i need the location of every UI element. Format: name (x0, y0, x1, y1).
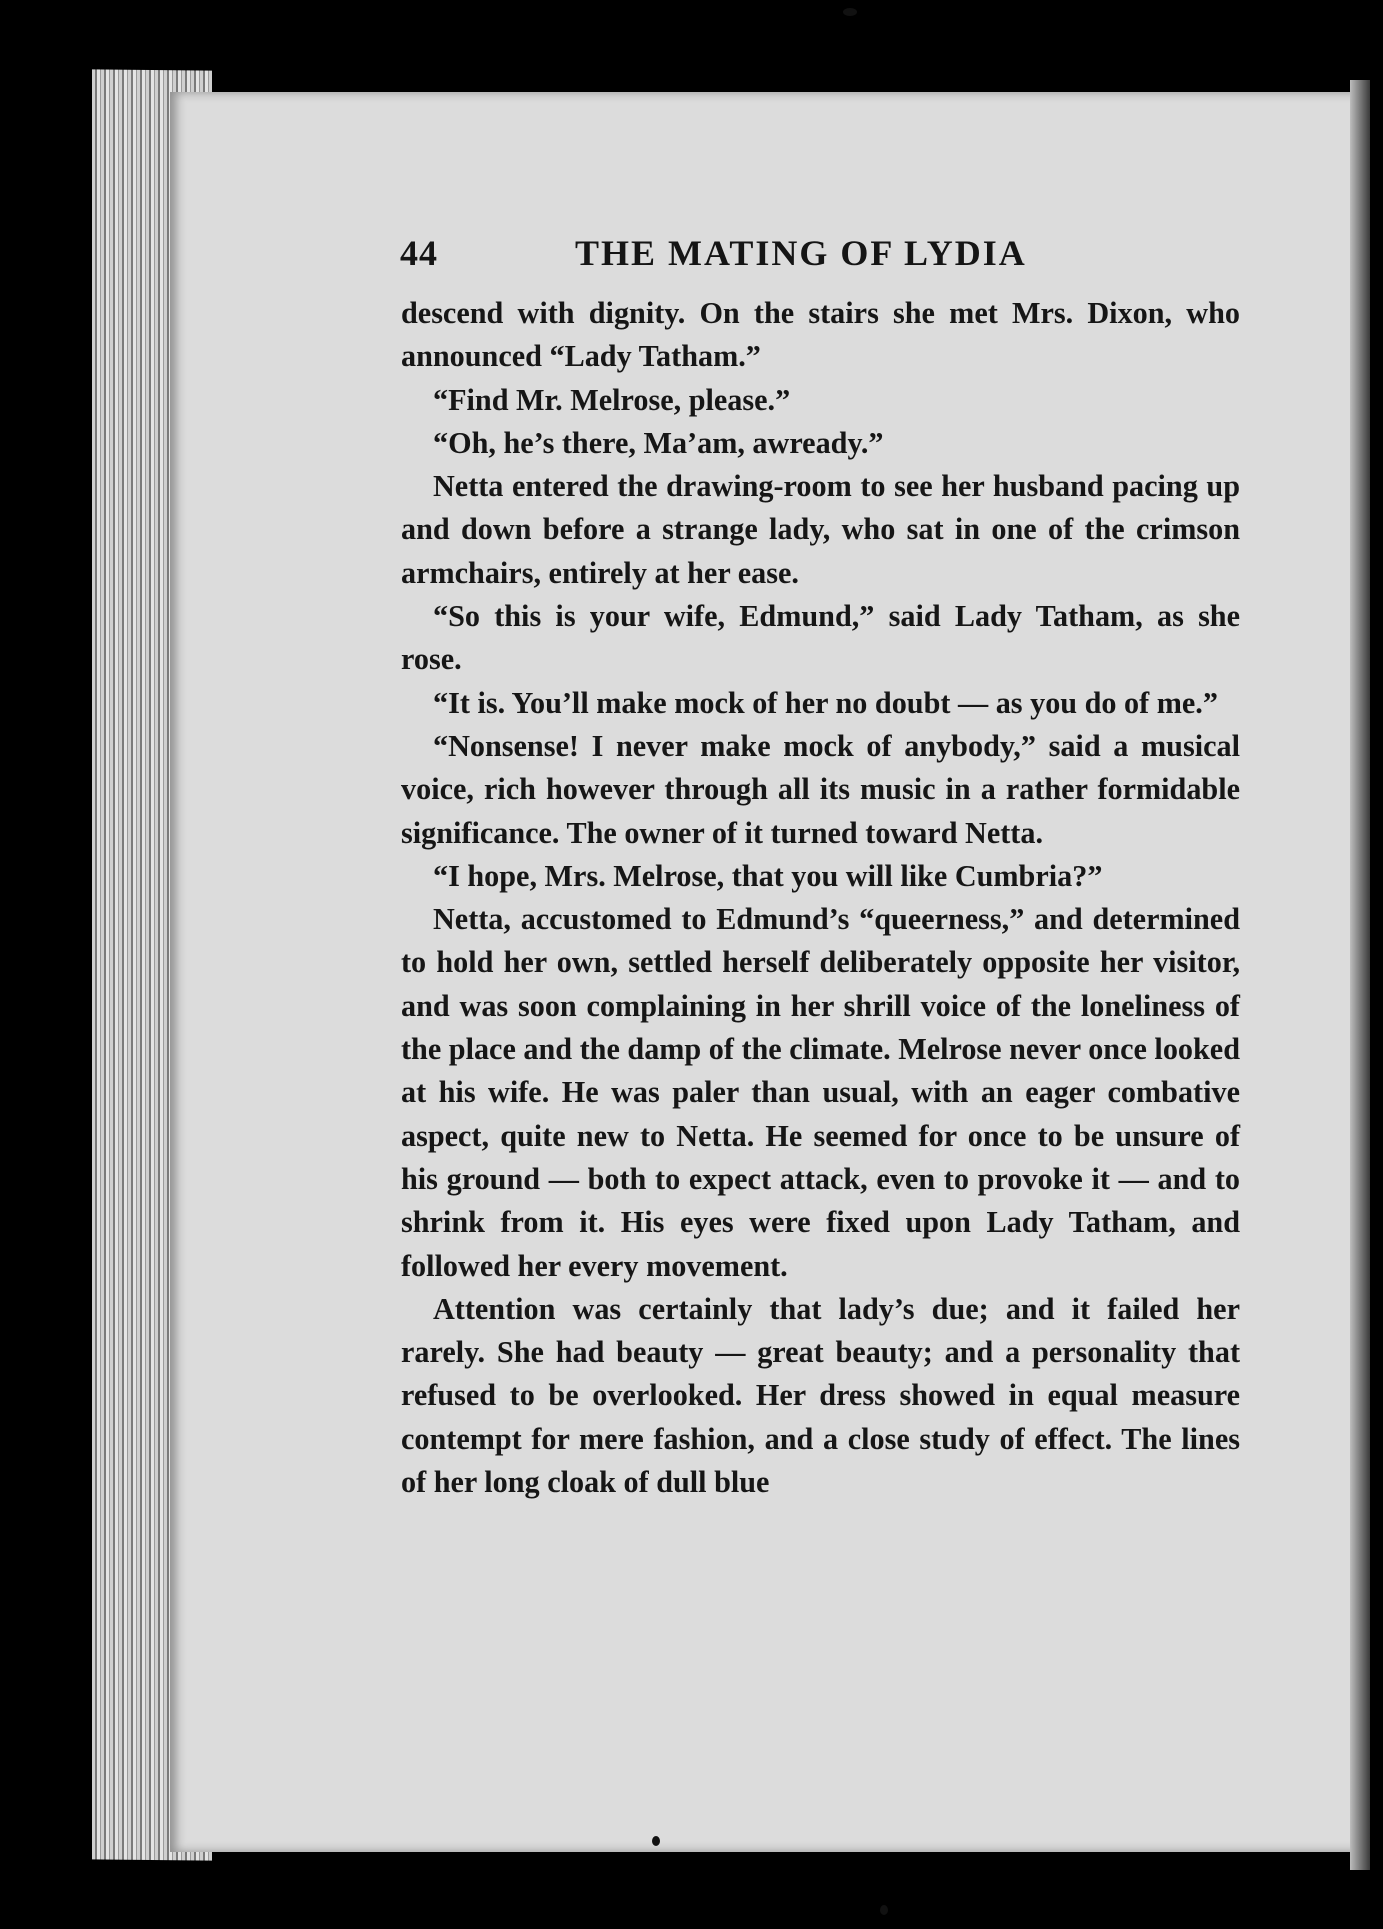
running-head: THE MATING OF LYDIA (575, 233, 1027, 273)
paragraph: “Oh, he’s there, Ma’am, awready.” (433, 425, 884, 460)
page-number: 44 (400, 233, 438, 273)
scan-speck (880, 1905, 888, 1915)
paragraph: Netta, accustomed to Edmund’s “queerness,” and determined to hold her own, settled herself deliberately opposite her visitor, and was soon complaining in her shrill voice of the loneliness of the place and the damp of the climate. Melrose never once looked at his wife. He was paler than usual, with an eager combative aspect, quite new to Netta. He seemed for once to be unsure of his ground — both to expect attack, even to provoke it — and to shrink from it. His eyes were fixed upon Lady Tatham, and followed her every movement. (401, 902, 1240, 1283)
page-gutter-shadow (1350, 80, 1370, 1870)
paragraph: Attention was certainly that lady’s due; and it failed her rarely. She had beauty — great beauty; and a personality that refused to be overlooked. Her dress showed in equal measure contempt for mere fashion, and a close study of effect. The lines of her long cloak of dull blue (401, 1291, 1240, 1500)
body-text (401, 292, 1240, 1504)
paragraph: “It is. You’ll make mock of her no doubt — as you do of me.” (433, 685, 1218, 720)
paragraph: “Nonsense! I never make mock of anybody,” said a musical voice, rich however through all its music in a rather formidable significance. The owner of it turned toward Netta. (401, 728, 1240, 850)
scan-speck (652, 1836, 660, 1846)
page-header (400, 232, 1060, 282)
paragraph: “Find Mr. Melrose, please.” (433, 382, 791, 417)
paragraph: Netta entered the drawing-room to see her husband pacing up and down before a strange lady, who sat in one of the crimson armchairs, entirely at her ease. (401, 469, 1240, 590)
scan-speck (843, 8, 857, 16)
paragraph: “I hope, Mrs. Melrose, that you will like Cumbria?” (433, 858, 1103, 893)
paragraph: descend with dignity. On the stairs she met Mrs. Dixon, who announced “Lady Tatham.” (401, 296, 1240, 374)
paragraph: “So this is your wife, Edmund,” said Lady Tatham, as she rose. (401, 599, 1240, 677)
